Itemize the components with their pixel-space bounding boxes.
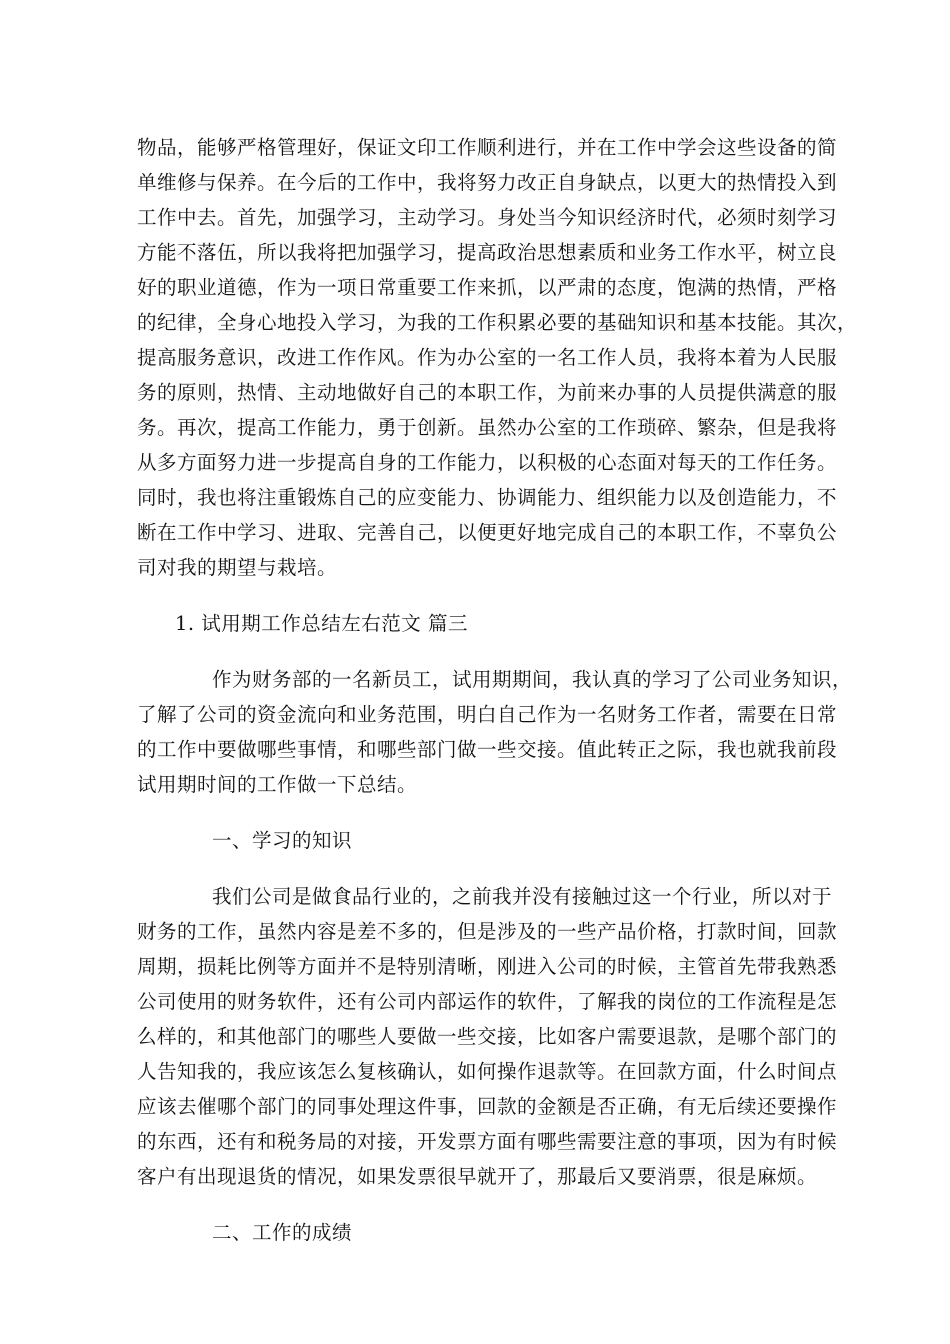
paragraph-3-line-7: 应该去催哪个部门的同事处理这件事，回款的金额是否正确，有无后续还要操作 xyxy=(137,1095,838,1118)
paragraph-1-line-11: 同时，我也将注重锻炼自己的应变能力、协调能力、组织能力以及创造能力，不 xyxy=(137,486,838,509)
paragraph-3-line-2: 财务的工作，虽然内容是差不多的，但是涉及的一些产品价格，打款时间，回款 xyxy=(137,920,838,943)
paragraph-2-line-4: 试用期时间的工作做一下总结。 xyxy=(137,773,418,796)
section-heading-1: 一、学习的知识 xyxy=(212,829,353,852)
paragraph-1-line-2: 单维修与保养。在今后的工作中，我将努力改正自身缺点，以更大的热情投入到 xyxy=(137,171,838,194)
paragraph-3-line-4: 公司使用的财务软件，还有公司内部运作的软件，了解我的岗位的工作流程是怎 xyxy=(137,990,838,1013)
paragraph-1-line-1: 物品，能够严格管理好，保证文印工作顺利进行，并在工作中学会这些设备的简 xyxy=(137,136,838,159)
paragraph-3-line-5: 么样的，和其他部门的哪些人要做一些交接，比如客户需要退款，是哪个部门的 xyxy=(137,1025,838,1048)
section-heading-numbered: 1. 试用期工作总结左右范文 篇三 xyxy=(175,612,469,635)
paragraph-1-line-8: 务的原则，热情、主动地做好自己的本职工作，为前来办事的人员提供满意的服 xyxy=(137,381,838,404)
paragraph-3-line-6: 人告知我的，我应该怎么复核确认，如何操作退款等。在回款方面，什么时间点 xyxy=(137,1060,838,1083)
paragraph-1-line-13: 司对我的期望与栽培。 xyxy=(137,556,338,579)
paragraph-1-line-6: 的纪律，全身心地投入学习，为我的工作积累必要的基础知识和基本技能。其次， xyxy=(137,311,858,334)
paragraph-3-line-8: 的东西，还有和税务局的对接，开发票方面有哪些需要注意的事项，因为有时候 xyxy=(137,1130,838,1153)
paragraph-3-line-3: 周期，损耗比例等方面并不是特别清晰，刚进入公司的时候，主管首先带我熟悉 xyxy=(137,955,838,978)
paragraph-1-line-9: 务。再次，提高工作能力，勇于创新。虽然办公室的工作琐碎、繁杂，但是我将 xyxy=(137,416,838,439)
paragraph-3-line-1: 我们公司是做食品行业的，之前我并没有接触过这一个行业，所以对于 xyxy=(212,885,833,908)
section-heading-2: 二、工作的成绩 xyxy=(212,1221,353,1244)
paragraph-2-line-2: 了解了公司的资金流向和业务范围，明白自己作为一名财务工作者，需要在日常 xyxy=(137,703,838,726)
paragraph-1-line-7: 提高服务意识，改进工作作风。作为办公室的一名工作人员，我将本着为人民服 xyxy=(137,346,838,369)
paragraph-1-line-5: 好的职业道德，作为一项日常重要工作来抓，以严肃的态度，饱满的热情，严格 xyxy=(137,276,838,299)
paragraph-1-line-4: 方能不落伍，所以我将把加强学习，提高政治思想素质和业务工作水平，树立良 xyxy=(137,241,838,264)
paragraph-1-line-3: 工作中去。首先，加强学习，主动学习。身处当今知识经济时代，必须时刻学习 xyxy=(137,206,838,229)
paragraph-1-line-10: 从多方面努力进一步提高自身的工作能力，以积极的心态面对每天的工作任务。 xyxy=(137,451,838,474)
paragraph-2-line-3: 的工作中要做哪些事情，和哪些部门做一些交接。值此转正之际，我也就我前段 xyxy=(137,738,838,761)
paragraph-2-line-1: 作为财务部的一名新员工，试用期期间，我认真的学习了公司业务知识， xyxy=(212,668,853,691)
paragraph-3-line-9: 客户有出现退货的情况，如果发票很早就开了，那最后又要消票，很是麻烦。 xyxy=(137,1165,818,1188)
paragraph-1-line-12: 断在工作中学习、进取、完善自己，以便更好地完成自己的本职工作，不辜负公 xyxy=(137,521,838,544)
